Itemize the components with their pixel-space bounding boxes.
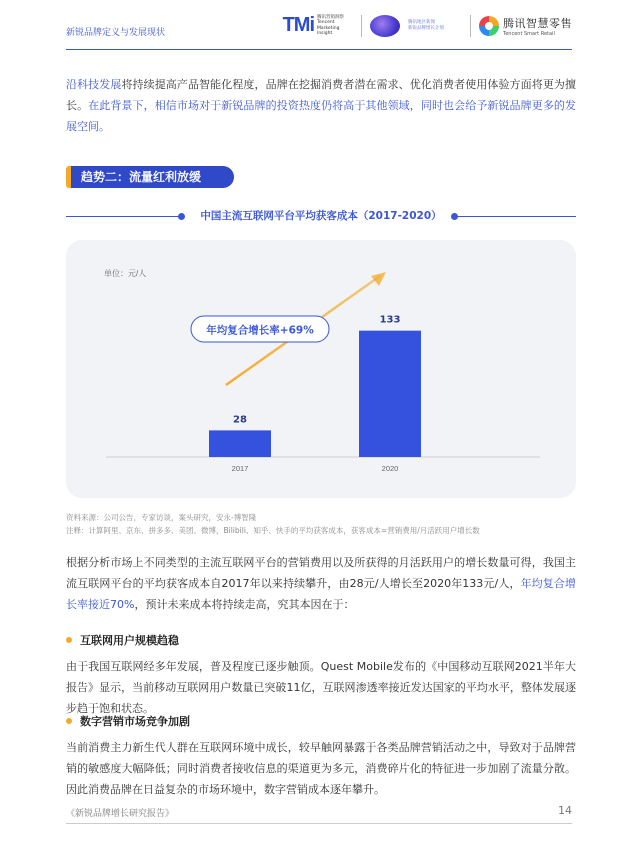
bullet-heading-user-scale	[66, 632, 179, 648]
analysis-text-1: 根据分析市场上不同类型的主流互联网平台的营销费用以及所获得的月活跃用户的增长数量可得，我国主流互联网平台的平均获客成本自2017年以来持续攀升，由28元/人增长至2020年133元/人，	[66, 556, 576, 590]
growth-plan-logo-icon	[370, 15, 400, 37]
footer-divider	[66, 823, 572, 824]
tmi-logo-mark: TMi	[282, 14, 314, 36]
bullet-heading-competition	[66, 713, 190, 729]
bullet-heading-text: 互联网用户规模趋稳	[80, 634, 179, 647]
bullet-dot-icon	[66, 718, 72, 724]
header-divider	[66, 49, 572, 50]
bullet-text-user-scale: 由于我国互联网经多年发展，普及程度已逐步触顶。Quest Mobile发布的《中国移动互联网2021半年大报告》显示，当前移动互联网用户数量已突破11亿，互联网渗透率接近发达国家的平均水平，整体发展逐步趋于饱和状态。	[66, 660, 576, 715]
bar-2017	[209, 430, 271, 457]
header-logos	[283, 14, 572, 37]
smart-retail-text	[503, 15, 572, 37]
chart-unit-label: 单位：元/人	[104, 269, 147, 278]
logo-divider	[470, 15, 471, 37]
bar-2020	[359, 331, 421, 457]
smart-retail-name-en: Tencent Smart Retail	[503, 30, 555, 37]
bar-value-label-2017: 28	[233, 414, 247, 426]
growth-plan-logo-line2: 新锐品牌增长计划	[408, 25, 444, 31]
smart-retail-logo	[479, 15, 572, 37]
tmi-logo-text-en1: Tencent	[317, 20, 335, 25]
analysis-text-2: ，预计未来成本将持续走高，究其本因在于：	[134, 598, 355, 611]
tmi-logo-text	[317, 15, 353, 37]
smart-retail-name-cn: 腾讯智慧零售	[503, 16, 572, 30]
bar-value-label-2020: 133	[379, 314, 401, 326]
chart-title-line-right	[454, 216, 576, 217]
x-tick-label-2017: 2017	[231, 464, 249, 473]
bullet-dot-icon	[66, 637, 72, 643]
x-tick-label-2020: 2020	[381, 464, 399, 473]
analysis-paragraph	[66, 552, 576, 615]
tmi-logo	[283, 14, 353, 37]
chart-note: 注释：计算阿里、京东、拼多多、美团、微博，Bilibili、知乎、快手的平均获客成本，获客成本=营销费用/月活跃用户增长数	[66, 526, 480, 535]
chart-source: 资料来源：公司公告，专家访谈，案头研究，安永-博智隆	[66, 513, 257, 522]
intro-highlight-1: 沿科技发展	[66, 78, 122, 91]
growth-annotation-text: 年均复合增长率+69%	[206, 324, 314, 337]
bar-chart	[66, 240, 576, 498]
footer-doc-title: 《新锐品牌增长研究报告》	[66, 809, 175, 819]
intro-highlight-2: 在此背景下，相信市场对于新锐品牌的投资热度仍将高于其他领域，同时也会给予新锐品牌更多的发展空间。	[66, 99, 577, 133]
chart-title-row	[66, 208, 576, 226]
intro-text: 将持续提高产品智能化程度，品牌在挖掘消费者潜在需求、优化消费者使用体验方面将更为擅长。	[66, 78, 577, 112]
smart-retail-swirl-icon	[479, 16, 499, 36]
growth-arrow-head-icon	[371, 272, 386, 286]
bullet-text-competition: 当前消费主力新生代人群在互联网环境中成长，较早触网暴露于各类品牌营销活动之中，导致对于品牌营销的敏感度大幅降低；同时消费者接收信息的渠道更为多元，消费碎片化的特征进一步加剧了流量分散。因此消费品牌在日益复杂的市场环境中，数字营销成本逐年攀升。	[66, 741, 576, 796]
bullet-heading-text: 数字营销市场竞争加剧	[80, 715, 190, 728]
chart-panel	[66, 240, 576, 498]
header-section-title: 新锐品牌定义与发展现状	[66, 28, 166, 38]
page-number: 14	[558, 804, 572, 817]
tmi-logo-text-cn: 腾讯营销洞察	[317, 14, 344, 20]
logo-divider	[361, 15, 362, 37]
chart-title: 中国主流互联网平台平均获客成本（2017-2020）	[200, 210, 442, 222]
tmi-logo-text-en2: Marketing Insight	[317, 25, 340, 36]
growth-plan-logo-line1: 腾讯地区新闻	[408, 20, 435, 25]
intro-paragraph	[66, 74, 576, 137]
section-title-trend-two: 趋势二：流量红利放缓	[66, 166, 234, 188]
page-header	[0, 0, 638, 50]
growth-annotation	[191, 316, 329, 342]
analysis-highlight: 年均复合增长率接近70%	[66, 577, 576, 611]
growth-plan-logo-text	[408, 20, 462, 31]
